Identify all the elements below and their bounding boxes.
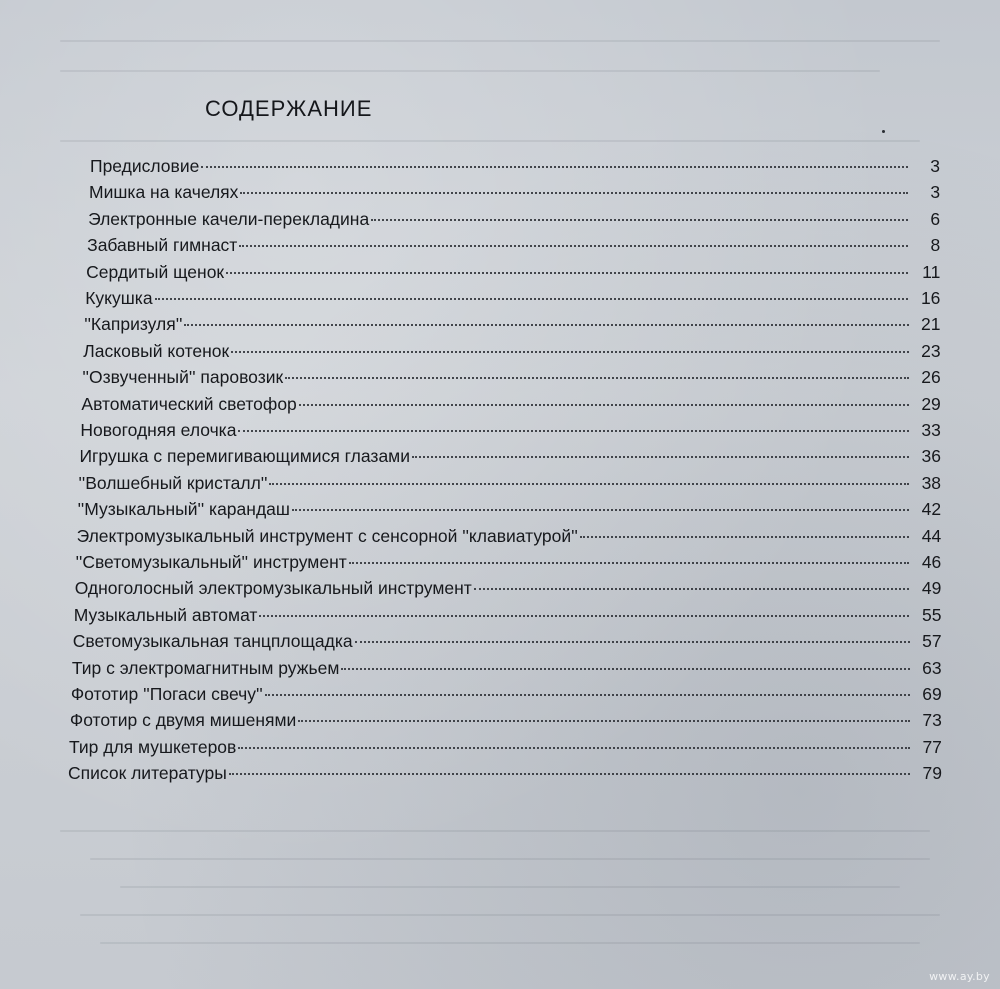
- toc-entry-title: Музыкальный автомат: [73, 604, 258, 625]
- toc-page-number: 26: [921, 367, 941, 388]
- toc-page-number: 8: [930, 235, 941, 256]
- toc-page-number: 36: [921, 446, 941, 467]
- dot-leader: [184, 323, 908, 326]
- dot-leader: [580, 535, 909, 538]
- toc-page-number: 49: [921, 578, 942, 599]
- toc-entry: [68, 763, 942, 789]
- toc-entry-title: Фототир с двумя мишенями: [69, 710, 297, 731]
- toc-entry: [74, 605, 942, 631]
- toc-entry-title: Одноголосный электромузыкальный инструмент: [74, 578, 472, 599]
- toc-page-number: 73: [922, 710, 942, 731]
- toc-page-number: 16: [920, 288, 941, 308]
- toc-page-number: 42: [921, 499, 942, 520]
- toc-entry-title: Ласковый котенок: [83, 340, 230, 361]
- dot-leader: [238, 746, 910, 749]
- toc-entry: [81, 394, 940, 420]
- toc-entry: [72, 658, 942, 684]
- toc-page-number: 38: [921, 472, 942, 493]
- toc-entry: [90, 156, 940, 182]
- toc-entry: [87, 235, 940, 261]
- dot-leader: [285, 376, 909, 379]
- toc-page-number: 3: [930, 182, 941, 203]
- toc-entry: [73, 631, 942, 657]
- dot-leader: [341, 667, 909, 670]
- toc-entry-title: ''Музыкальный'' карандаш: [77, 499, 290, 520]
- toc-page-number: 21: [921, 314, 941, 335]
- toc-entry: [86, 262, 940, 288]
- toc-entry-title: Кукушка: [85, 288, 153, 308]
- dot-leader: [231, 350, 908, 353]
- toc-entry: [89, 182, 940, 208]
- dot-leader: [371, 218, 908, 221]
- toc-page-number: 63: [922, 657, 942, 678]
- dot-leader: [412, 455, 909, 458]
- toc-page-number: 3: [930, 156, 940, 176]
- toc-entry-title: Предисловие: [90, 156, 200, 176]
- toc-entry-title: Сердитый щенок: [86, 261, 225, 282]
- toc-heading: СОДЕРЖАНИЕ: [205, 96, 373, 121]
- dot-leader: [201, 165, 908, 168]
- toc-page-number: 23: [921, 340, 941, 361]
- toc-entry-title: ''Капризуля'': [84, 314, 183, 335]
- toc-entry: [69, 737, 942, 763]
- toc-entry: [77, 526, 942, 552]
- toc-entry: [79, 473, 942, 499]
- dot-leader: [292, 508, 909, 511]
- dot-leader: [155, 297, 909, 300]
- dot-leader: [229, 772, 910, 775]
- toc-page-number: 77: [922, 736, 942, 757]
- toc-entry-title: Светомузыкальная танцплощадка: [72, 631, 353, 652]
- toc-entry: [88, 209, 940, 235]
- dot-leader: [298, 719, 910, 722]
- toc-entry: [70, 710, 942, 736]
- toc-entry-title: ''Светомузыкальный'' инструмент: [75, 552, 347, 572]
- toc-entry-title: Электронные качели-перекладина: [88, 208, 370, 229]
- toc-page-number: 33: [921, 420, 941, 440]
- toc-entry: [75, 578, 942, 604]
- dot-leader: [355, 640, 910, 643]
- toc-entry: [79, 446, 940, 472]
- toc-entry: [82, 367, 940, 393]
- toc-page-number: 69: [922, 684, 942, 704]
- toc-entry-title: ''Озвученный'' паровозик: [82, 367, 284, 388]
- toc-page-number: 55: [922, 604, 942, 625]
- toc-entry-title: Автоматический светофор: [81, 393, 297, 414]
- toc-entry: [84, 314, 940, 340]
- toc-entry-title: Новогодняя елочка: [80, 420, 237, 440]
- dot-leader: [240, 191, 908, 194]
- toc-page-number: 11: [922, 261, 941, 282]
- toc-page-number: 46: [921, 552, 942, 572]
- toc-entry-title: Тир для мушкетеров: [68, 736, 237, 757]
- toc-page-number: 29: [921, 393, 941, 414]
- toc-entry-title: Электромузыкальный инструмент с сенсорной ''клавиатурой'': [76, 525, 578, 546]
- dot-leader: [474, 587, 910, 590]
- toc-entry: [78, 499, 942, 525]
- toc-page-number: 79: [922, 763, 942, 784]
- dot-leader: [269, 482, 909, 485]
- dot-leader: [299, 403, 909, 406]
- toc-page-number: 44: [921, 525, 942, 546]
- dot-leader: [259, 614, 909, 617]
- toc-page-number: 57: [922, 631, 942, 652]
- toc-entry-title: Игрушка с перемигивающимися глазами: [79, 446, 410, 467]
- toc-entry-title: Список литературы: [68, 763, 227, 784]
- toc-page-number: 6: [930, 208, 941, 229]
- toc-entry: [71, 684, 942, 710]
- toc-entry-title: ''Волшебный кристалл'': [78, 472, 268, 493]
- dot-leader: [349, 561, 910, 564]
- toc-entry-title: Фототир ''Погаси свечу'': [70, 684, 263, 704]
- dot-leader: [238, 429, 908, 432]
- dot-leader: [265, 693, 910, 696]
- toc-entry: [76, 552, 942, 578]
- toc-entry: [80, 420, 940, 446]
- toc-entry: [85, 288, 940, 314]
- toc-entry-title: Забавный гимнаст: [87, 235, 238, 256]
- dot-leader: [239, 244, 908, 247]
- toc-entry-title: Тир с электромагнитным ружьем: [71, 657, 340, 678]
- toc-entry: [83, 341, 940, 367]
- site-watermark: www.ay.by: [929, 970, 990, 983]
- toc-entry-title: Мишка на качелях: [89, 182, 239, 203]
- dot-leader: [226, 271, 908, 274]
